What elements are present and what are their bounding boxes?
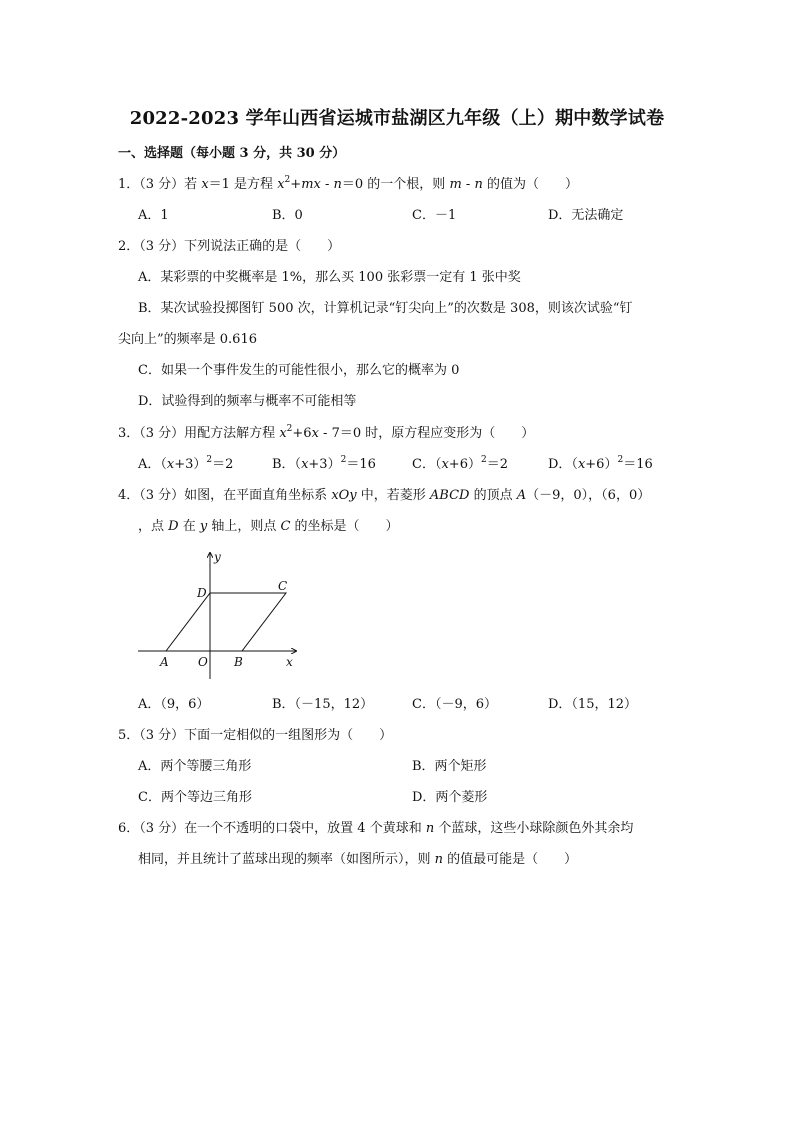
q1-option-d: D．无法确定 bbox=[548, 208, 624, 223]
q3-option-d bbox=[548, 456, 653, 474]
q4-var: A bbox=[516, 488, 527, 503]
q3-opt-text: ＝2 bbox=[486, 457, 508, 472]
rhombus-coordinate-figure bbox=[130, 545, 310, 685]
q4-var: y bbox=[199, 519, 208, 534]
q3-opt-var: x bbox=[301, 457, 309, 472]
label-d: D bbox=[197, 586, 207, 600]
q3-exponent: 2 bbox=[286, 424, 293, 434]
q3-opt-text: +6） bbox=[448, 457, 481, 472]
q3-opt-var: x bbox=[577, 457, 586, 472]
q4-text: 的坐标是（ ） bbox=[290, 519, 399, 534]
question-4-stem bbox=[118, 487, 650, 505]
q6-text: 相同，并且统计了蓝球出现的频率（如图所示），则 bbox=[138, 852, 435, 867]
q2-option-c: C．如果一个事件发生的可能性很小，那么它的概率为 0 bbox=[138, 363, 460, 378]
q3-opt-text: +3） bbox=[174, 457, 207, 472]
q1-text: - bbox=[320, 177, 334, 192]
question-6-stem-cont bbox=[138, 851, 577, 869]
q1-var: x bbox=[313, 177, 321, 192]
label-o: O bbox=[198, 655, 208, 669]
q5-option-d: D．两个菱形 bbox=[412, 790, 488, 805]
question-3-stem bbox=[118, 425, 534, 443]
q3-text: 3．（3 分）用配方法解方程 bbox=[118, 426, 280, 441]
q3-opt-exponent: 2 bbox=[617, 455, 624, 465]
q5-option-b: B．两个矩形 bbox=[412, 759, 487, 774]
q3-opt-text: ＝2 bbox=[212, 457, 234, 472]
q1-var: x bbox=[201, 177, 209, 192]
q1-text: 的值为（ ） bbox=[482, 177, 578, 192]
q1-var: n bbox=[333, 177, 342, 192]
q6-text: 个蓝球，这些小球除颜色外其余均 bbox=[434, 821, 634, 836]
section-heading-choice: 一、选择题（每小题 3 分，共 30 分） bbox=[118, 146, 346, 161]
q2-option-b: B．某次试验投掷图钉 500 次，计算机记录“钉尖向上”的次数是 308，则该次试验“钉 bbox=[138, 301, 633, 316]
q3-opt-var: x bbox=[441, 457, 449, 472]
q1-text: + bbox=[290, 177, 302, 192]
q4-option-a: A．（9，6） bbox=[138, 697, 210, 712]
q3-text: +6 bbox=[292, 426, 312, 441]
q3-option-b bbox=[272, 456, 376, 474]
q1-text: - bbox=[461, 177, 475, 192]
q3-opt-text: ＝16 bbox=[346, 457, 376, 472]
q4-text: （－9，0），（6，0） bbox=[526, 488, 651, 503]
q1-var: n bbox=[474, 177, 483, 192]
question-6-stem bbox=[118, 820, 633, 838]
q1-var: m bbox=[301, 177, 314, 192]
q2-option-a: A．某彩票的中奖概率是 1%，那么买 100 张彩票一定有 1 张中奖 bbox=[138, 270, 521, 285]
q6-var: n bbox=[425, 821, 435, 836]
q5-option-a: A．两个等腰三角形 bbox=[138, 759, 252, 774]
q4-var: C bbox=[280, 519, 291, 534]
q3-opt-var: x bbox=[166, 457, 175, 472]
q1-var: x bbox=[277, 177, 285, 192]
question-2-stem: 2．（3 分）下列说法正确的是（ ） bbox=[118, 239, 341, 254]
q1-text: ＝0 的一个根，则 bbox=[341, 177, 450, 192]
q3-opt-text: +3） bbox=[308, 457, 341, 472]
q1-text: 1．（3 分）若 bbox=[118, 177, 202, 192]
q3-opt-exponent: 2 bbox=[206, 455, 213, 465]
label-c: C bbox=[278, 579, 288, 593]
q1-text: ＝1 是方程 bbox=[208, 177, 278, 192]
q3-opt-exponent: 2 bbox=[340, 455, 347, 465]
q1-option-c: C．－1 bbox=[412, 208, 457, 223]
rhombus-abcd bbox=[166, 593, 286, 651]
q4-var: D bbox=[168, 519, 179, 534]
q3-opt-text: ＝16 bbox=[623, 457, 653, 472]
q4-option-b: B．（－15，12） bbox=[272, 697, 374, 712]
label-b: B bbox=[234, 655, 243, 669]
question-4-stem-cont bbox=[138, 518, 399, 536]
q4-text: 4．（3 分）如图，在平面直角坐标系 bbox=[118, 488, 332, 503]
q3-text: - 7＝0 时，原方程应变形为（ ） bbox=[318, 426, 535, 441]
q3-opt-text: +6） bbox=[585, 457, 618, 472]
q4-text: ，点 bbox=[138, 519, 169, 534]
q2-option-d: D．试验得到的频率与概率不可能相等 bbox=[138, 394, 357, 409]
label-y: y bbox=[214, 550, 221, 564]
rhombus-diagram bbox=[130, 545, 310, 685]
q3-opt-exponent: 2 bbox=[480, 455, 487, 465]
q4-text: 的顶点 bbox=[469, 488, 517, 503]
q4-text: 轴上，则点 bbox=[207, 519, 281, 534]
q4-var: xOy bbox=[331, 488, 357, 503]
q6-text: 6．（3 分）在一个不透明的口袋中，放置 4 个黄球和 bbox=[118, 821, 426, 836]
q5-option-c: C．两个等边三角形 bbox=[138, 790, 252, 805]
label-a: A bbox=[160, 655, 169, 669]
q6-text: 的值最可能是（ ） bbox=[443, 852, 578, 867]
q3-opt-text: A．（ bbox=[138, 457, 167, 472]
q3-opt-text: D．（ bbox=[548, 457, 578, 472]
q4-option-d: D．（15，12） bbox=[548, 697, 638, 712]
q3-opt-text: B．（ bbox=[272, 457, 302, 472]
question-1-stem bbox=[118, 176, 578, 194]
q4-option-c: C．（－9，6） bbox=[412, 697, 497, 712]
q4-text: 中，若菱形 bbox=[356, 488, 430, 503]
label-x: x bbox=[286, 655, 293, 669]
q4-text: 在 bbox=[178, 519, 200, 534]
q4-var: ABCD bbox=[429, 488, 470, 503]
q6-var: n bbox=[434, 852, 444, 867]
q1-option-b: B．0 bbox=[272, 208, 303, 223]
q3-opt-text: C．（ bbox=[412, 457, 442, 472]
question-5-stem: 5．（3 分）下面一定相似的一组图形为（ ） bbox=[118, 728, 393, 743]
q3-option-c bbox=[412, 456, 508, 474]
exam-title: 2022-2023 学年山西省运城市盐湖区九年级（上）期中数学试卷 bbox=[129, 108, 665, 129]
q3-option-a bbox=[138, 456, 233, 474]
q1-var: m bbox=[449, 177, 462, 192]
q3-var: x bbox=[279, 426, 287, 441]
q1-exponent: 2 bbox=[284, 175, 291, 185]
q3-var: x bbox=[311, 426, 319, 441]
q2-option-b-cont: 尖向上”的频率是 0.616 bbox=[118, 332, 257, 347]
q1-option-a: A．1 bbox=[138, 208, 169, 223]
